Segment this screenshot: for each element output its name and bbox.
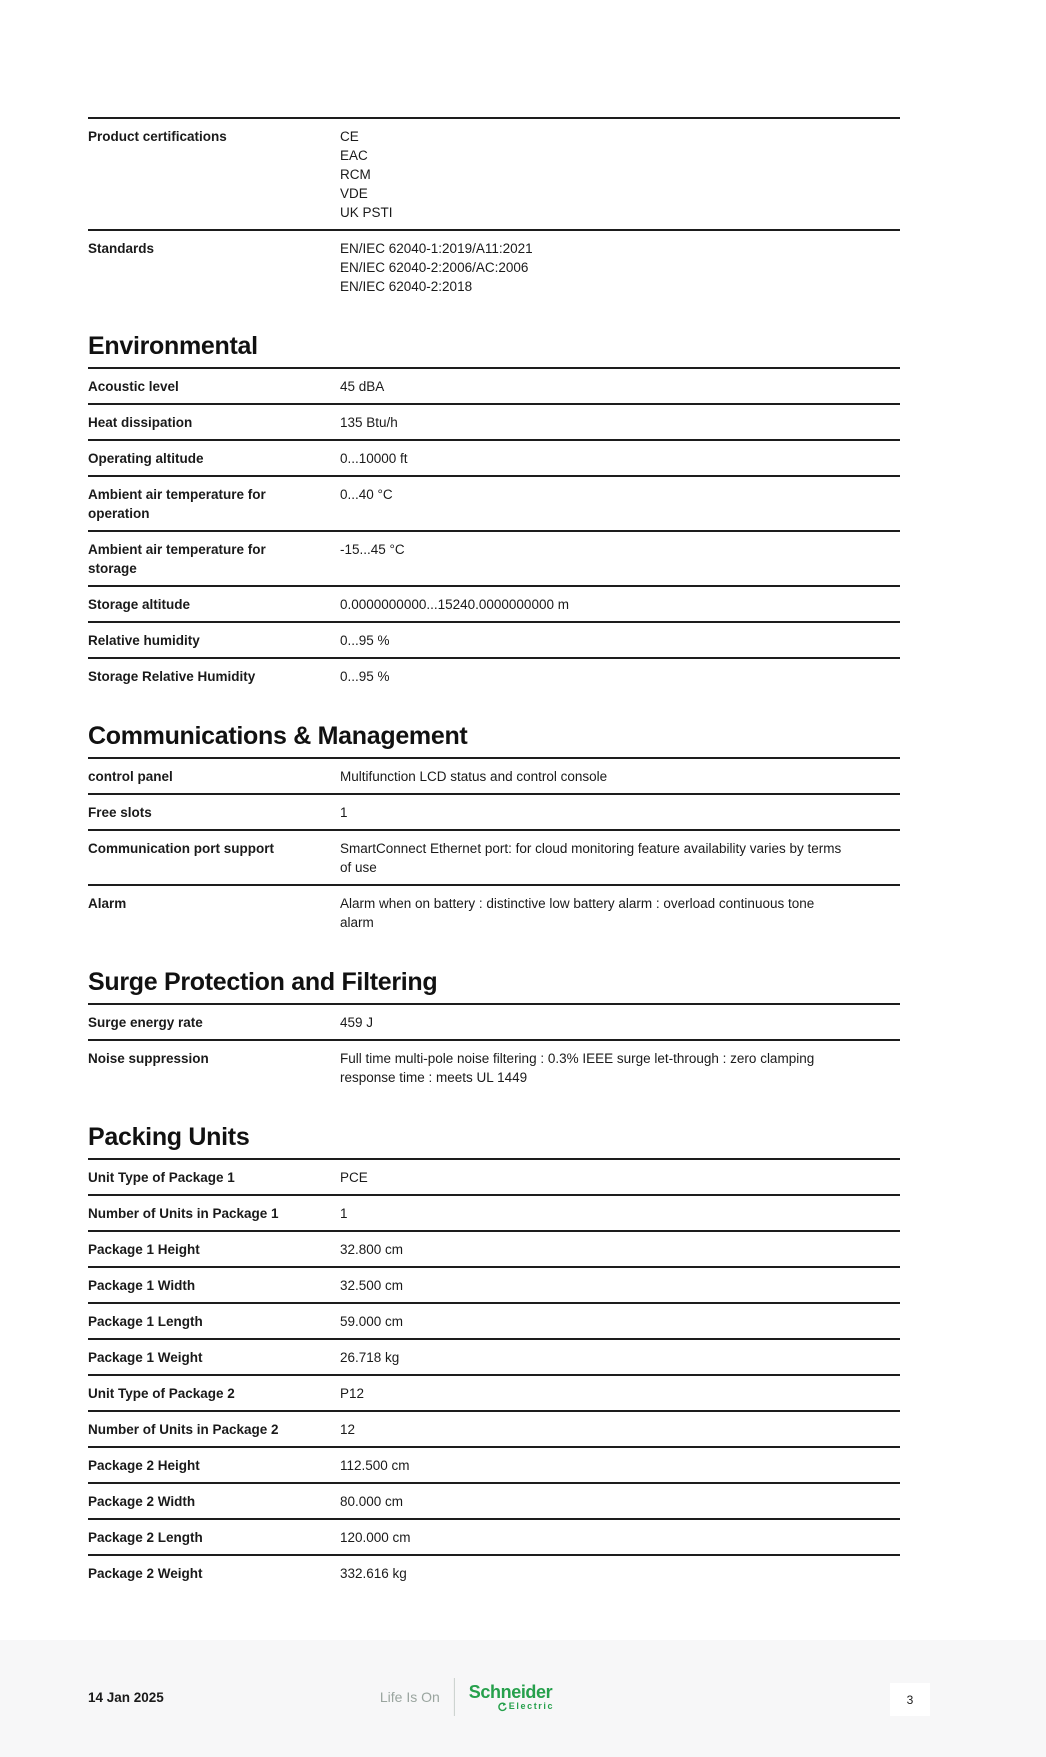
spec-row [88, 119, 900, 231]
spec-row [88, 1448, 900, 1484]
spec-value-line: Multifunction LCD status and control console [340, 769, 608, 784]
section-title: Communications & Management [88, 721, 900, 759]
spec-value-line: EAC [340, 148, 368, 163]
page-number: 3 [906, 1692, 914, 1707]
spec-value-line: EN/IEC 62040-2:2018 [340, 279, 473, 294]
spec-label: Noise suppression [88, 1051, 209, 1066]
spec-value [340, 413, 900, 432]
tagline-text: Life Is On [379, 1689, 440, 1705]
spec-value-line: EN/IEC 62040-1:2019/A11:2021 [340, 241, 533, 256]
spec-table [88, 759, 900, 939]
spec-row [88, 1412, 900, 1448]
spec-row [88, 231, 900, 303]
spec-label: Acoustic level [88, 379, 179, 394]
brand-name: Schneider [468, 1681, 553, 1702]
spec-value [340, 1049, 900, 1087]
spec-value-line: 0...95 % [340, 633, 390, 648]
spec-value [340, 1276, 900, 1295]
spec-value [340, 595, 900, 614]
spec-table [88, 1160, 900, 1590]
spec-tables [88, 117, 900, 1590]
spec-value [340, 1240, 900, 1259]
spec-row [88, 1376, 900, 1412]
spec-value-line: alarm [340, 915, 374, 930]
spec-value-line: 12 [340, 1422, 356, 1437]
schneider-logo [469, 1683, 554, 1712]
spec-value [340, 540, 900, 578]
spec-value-line: 332.616 kg [340, 1566, 407, 1581]
spec-label: Free slots [88, 805, 152, 820]
spec-row [88, 1041, 900, 1094]
spec-row [88, 1268, 900, 1304]
spec-value-line: 0...95 % [340, 669, 390, 684]
spec-value [340, 1204, 900, 1223]
spec-value-line: -15...45 °C [340, 542, 405, 557]
spec-row [88, 623, 900, 659]
spec-row [88, 1556, 900, 1590]
spec-value-line: response time : meets UL 1449 [340, 1070, 528, 1085]
spec-value [340, 1528, 900, 1547]
spec-value-line: 459 J [340, 1015, 374, 1030]
spec-label: Package 2 Height [88, 1458, 200, 1473]
spec-value [340, 1492, 900, 1511]
spec-value-line: 135 Btu/h [340, 415, 398, 430]
footer-date: 14 Jan 2025 [88, 1690, 164, 1705]
spec-row [88, 759, 900, 795]
spec-value-line: 112.500 cm [340, 1458, 410, 1473]
spec-value [340, 127, 900, 222]
spec-row [88, 886, 900, 939]
brand-lockup [380, 1678, 554, 1716]
section-title: Environmental [88, 331, 900, 369]
spec-row [88, 831, 900, 886]
spec-value-line: 26.718 kg [340, 1350, 400, 1365]
logo-divider [454, 1678, 455, 1716]
spec-value [340, 1564, 900, 1583]
spec-label: Package 2 Weight [88, 1566, 203, 1581]
spec-value-line: CE [340, 129, 359, 144]
spec-value [340, 1013, 900, 1032]
spec-label: Package 1 Length [88, 1314, 203, 1329]
section-title: Packing Units [88, 1122, 900, 1160]
spec-value [340, 1384, 900, 1403]
spec-value-line: 0.0000000000...15240.0000000000 m [340, 597, 569, 612]
spec-label: Package 1 Height [88, 1242, 200, 1257]
section-title: Surge Protection and Filtering [88, 967, 900, 1005]
page-number-box [890, 1683, 930, 1716]
spec-label: Product certifications [88, 129, 227, 144]
spec-value-line: P12 [340, 1386, 365, 1401]
spec-value-line: Full time multi-pole noise filtering : 0.3% IEEE surge let-through : zero clamping [340, 1051, 815, 1066]
spec-value [340, 631, 900, 650]
spec-row [88, 1196, 900, 1232]
spec-label: Package 2 Width [88, 1494, 196, 1509]
spec-row [88, 1304, 900, 1340]
spec-value-line: of use [340, 860, 377, 875]
spec-value [340, 1168, 900, 1187]
spec-value [340, 1456, 900, 1475]
spec-content [88, 0, 900, 1590]
spec-label: control panel [88, 769, 173, 784]
spec-row [88, 1340, 900, 1376]
spec-label: Package 1 Weight [88, 1350, 203, 1365]
spec-value-line: VDE [340, 186, 368, 201]
spec-label: Operating altitude [88, 451, 204, 466]
spec-row [88, 369, 900, 405]
spec-value-line: SmartConnect Ethernet port: for cloud monitoring feature availability varies by terms [340, 841, 842, 856]
spec-label: Unit Type of Package 1 [88, 1170, 235, 1185]
spec-label: Heat dissipation [88, 415, 193, 430]
spec-value [340, 767, 900, 786]
spec-value-line: 1 [340, 1206, 348, 1221]
spec-value [340, 894, 900, 932]
spec-value-line: 80.000 cm [340, 1494, 404, 1509]
spec-value [340, 449, 900, 468]
spec-row [88, 532, 900, 587]
spec-value-line: 0...40 °C [340, 487, 393, 502]
page-footer [0, 1640, 1046, 1757]
lifecycle-loop-icon [497, 1702, 507, 1712]
spec-label: Number of Units in Package 1 [88, 1206, 279, 1221]
spec-label: Storage altitude [88, 597, 191, 612]
spec-value-line: 45 dBA [340, 379, 385, 394]
spec-value [340, 1420, 900, 1439]
spec-label: Relative humidity [88, 633, 200, 648]
spec-label: Communication port support [88, 841, 274, 856]
spec-value-line: 0...10000 ft [340, 451, 408, 466]
spec-row [88, 659, 900, 693]
spec-value-line: 120.000 cm [340, 1530, 411, 1545]
spec-value [340, 1348, 900, 1367]
spec-value [340, 239, 900, 296]
spec-value [340, 1312, 900, 1331]
spec-value [340, 839, 900, 877]
spec-label: Standards [88, 241, 155, 256]
spec-value-line: RCM [340, 167, 371, 182]
spec-row [88, 795, 900, 831]
spec-row [88, 1232, 900, 1268]
spec-value-line: PCE [340, 1170, 368, 1185]
spec-row [88, 477, 900, 532]
spec-label: Surge energy rate [88, 1015, 203, 1030]
spec-value [340, 485, 900, 523]
spec-value-line: 32.800 cm [340, 1242, 404, 1257]
spec-table [88, 369, 900, 693]
spec-table [88, 117, 900, 303]
spec-row [88, 441, 900, 477]
spec-label: Unit Type of Package 2 [88, 1386, 235, 1401]
spec-value-line: Alarm when on battery : distinctive low battery alarm : overload continuous tone [340, 896, 815, 911]
brand-sub: Electric [508, 1701, 555, 1711]
spec-label: Package 1 Width [88, 1278, 196, 1293]
brand-sub-row [497, 1702, 554, 1712]
spec-label: Package 2 Length [88, 1530, 203, 1545]
spec-value-line: UK PSTI [340, 205, 393, 220]
spec-row [88, 1005, 900, 1041]
spec-value [340, 377, 900, 396]
spec-row [88, 1520, 900, 1556]
spec-value-line: 32.500 cm [340, 1278, 404, 1293]
spec-value [340, 667, 900, 686]
spec-label: Ambient air temperature for operation [88, 487, 266, 521]
spec-row [88, 587, 900, 623]
spec-label: Storage Relative Humidity [88, 669, 256, 684]
spec-label: Number of Units in Package 2 [88, 1422, 279, 1437]
spec-row [88, 1160, 900, 1196]
spec-label: Alarm [88, 896, 127, 911]
spec-value-line: 1 [340, 805, 348, 820]
spec-row [88, 405, 900, 441]
spec-value-line: 59.000 cm [340, 1314, 404, 1329]
spec-table [88, 1005, 900, 1094]
spec-label: Ambient air temperature for storage [88, 542, 266, 576]
spec-value [340, 803, 900, 822]
spec-value-line: EN/IEC 62040-2:2006/AC:2006 [340, 260, 529, 275]
spec-row [88, 1484, 900, 1520]
